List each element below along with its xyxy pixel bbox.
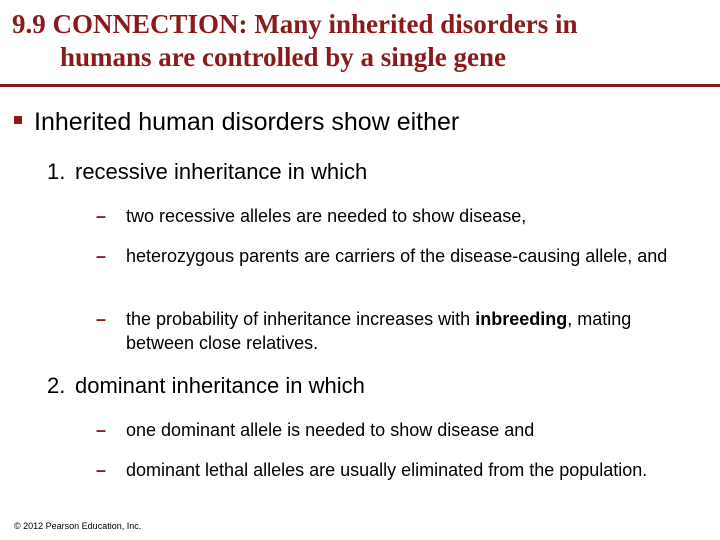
title-line-2: humans are controlled by a single gene bbox=[60, 42, 507, 72]
slide-title bbox=[12, 8, 712, 74]
main-bullet bbox=[14, 106, 459, 138]
square-bullet-icon bbox=[14, 116, 22, 124]
numbered-item-1 bbox=[47, 158, 367, 186]
item-number: 2. bbox=[47, 373, 66, 398]
item-number: 1. bbox=[47, 159, 66, 184]
title-divider bbox=[0, 84, 720, 87]
main-bullet-text: Inherited human disorders show either bbox=[34, 108, 460, 136]
sub-bullet-text: two recessive alleles are needed to show disease, bbox=[126, 206, 527, 226]
sub-bullet bbox=[96, 244, 696, 268]
dash-bullet-icon: – bbox=[96, 460, 107, 480]
sub-bullet-text-part: , mating between close relatives. bbox=[126, 309, 632, 353]
sub-bullet-text bbox=[126, 307, 696, 355]
sub-bullet bbox=[96, 418, 696, 442]
inbreeding-term: inbreeding bbox=[475, 309, 568, 329]
sub-bullet-text: one dominant allele is needed to show disease and bbox=[126, 420, 535, 440]
title-line-1: 9.9 CONNECTION: Many inherited disorders in bbox=[12, 9, 578, 39]
dash-bullet-icon: – bbox=[96, 309, 107, 329]
sub-bullet bbox=[96, 307, 696, 355]
sub-bullet bbox=[96, 204, 696, 228]
dash-bullet-icon: – bbox=[96, 206, 107, 226]
dash-bullet-icon: – bbox=[96, 246, 107, 266]
item-text: recessive inheritance in which bbox=[75, 159, 368, 184]
copyright-footer: © 2012 Pearson Education, Inc. bbox=[14, 521, 142, 531]
sub-bullet bbox=[96, 458, 696, 482]
numbered-item-2 bbox=[47, 372, 365, 400]
item-text: dominant inheritance in which bbox=[75, 373, 365, 398]
sub-bullet-text-part: the probability of inheritance increases with bbox=[126, 309, 476, 329]
sub-bullet-text: dominant lethal alleles are usually eliminated from the population. bbox=[126, 460, 648, 480]
dash-bullet-icon: – bbox=[96, 420, 107, 440]
sub-bullet-text: heterozygous parents are carriers of the disease-causing allele, and bbox=[126, 246, 668, 266]
